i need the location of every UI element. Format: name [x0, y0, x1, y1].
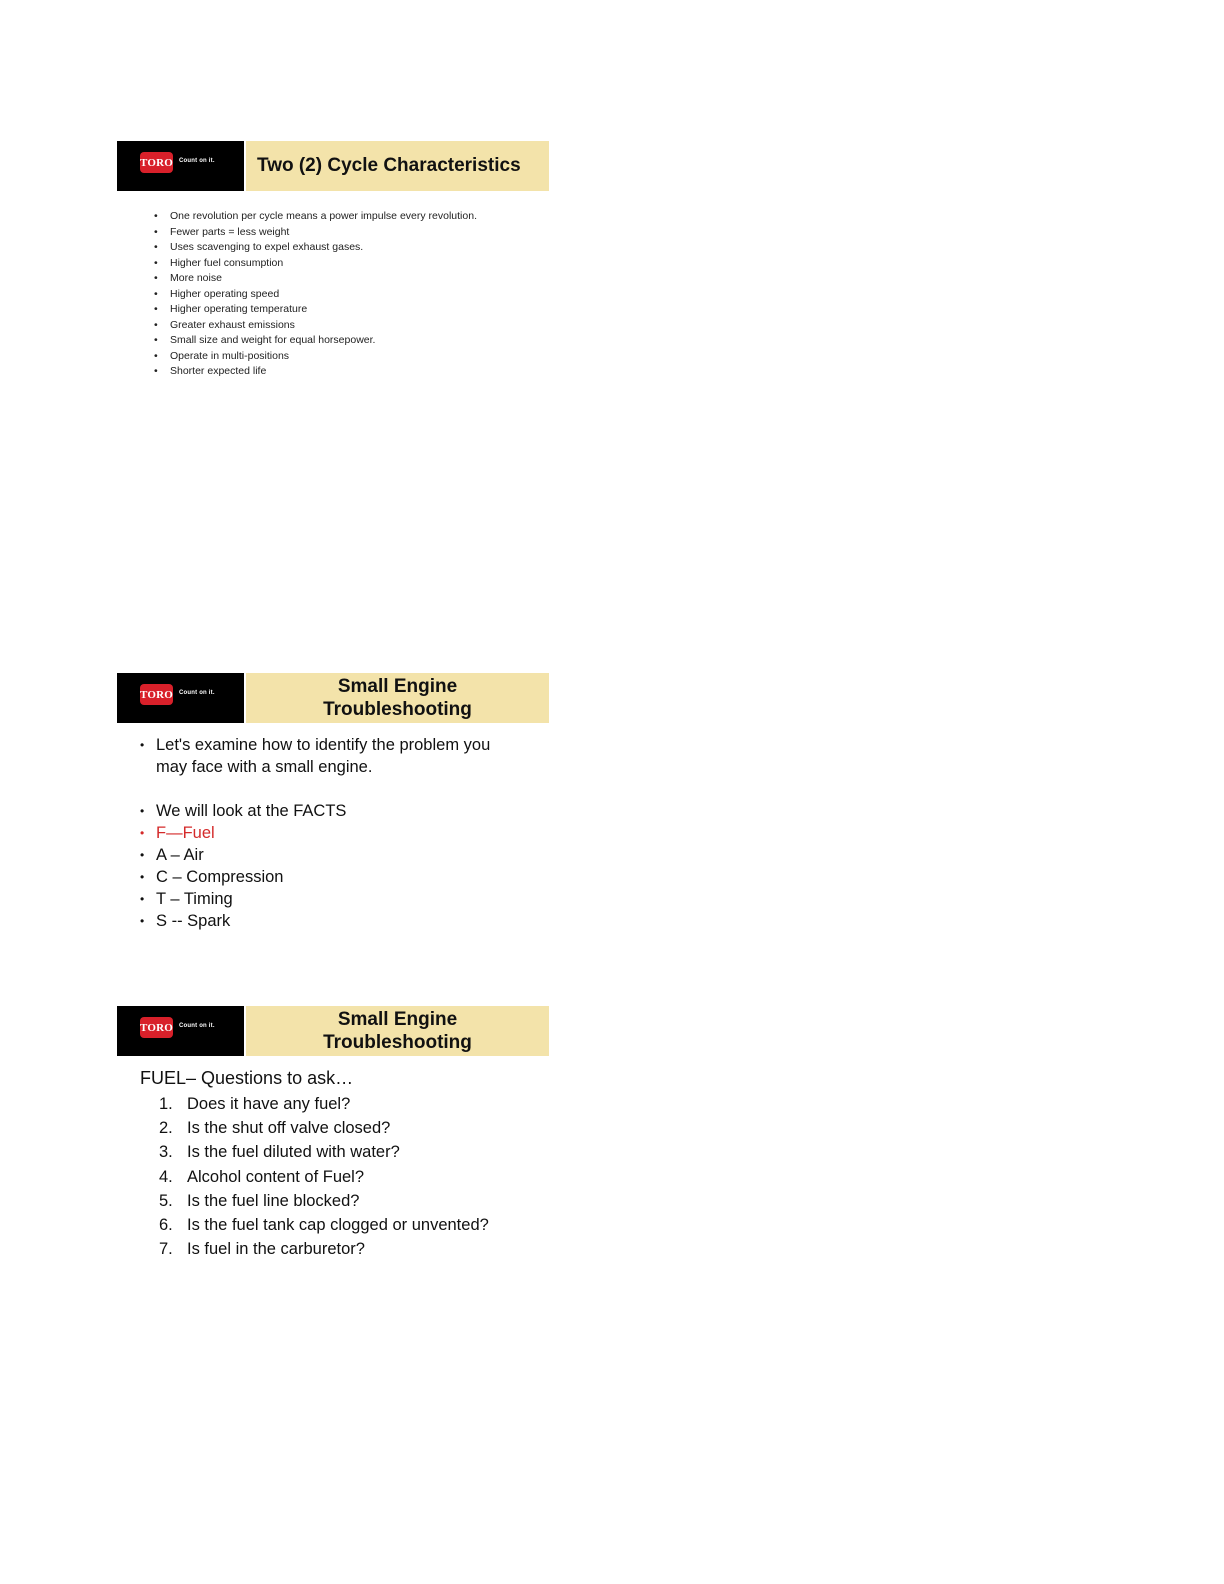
list-item: • Higher fuel consumption	[170, 256, 549, 272]
list-item: • Higher operating temperature	[170, 302, 549, 318]
item-text: Is the fuel tank cap clogged or unvented?	[187, 1216, 489, 1235]
fact-compression: • C – Compression	[156, 866, 516, 888]
slide-header	[117, 141, 549, 191]
item-number: 1.	[159, 1095, 173, 1113]
item-text: Is fuel in the carburetor?	[187, 1240, 365, 1259]
toro-logo: TORO	[140, 1017, 173, 1038]
brand-bar	[117, 673, 244, 723]
item-number: 3.	[159, 1143, 173, 1162]
slide-fuel-questions	[117, 1006, 549, 1261]
fact-fuel: • F—Fuel	[156, 822, 516, 844]
facts-list	[156, 734, 549, 932]
list-item: • Operate in multi-positions	[170, 349, 549, 365]
list-item	[117, 1213, 549, 1237]
fact-timing: • T – Timing	[156, 888, 516, 910]
characteristics-list	[170, 209, 549, 380]
brand-tagline: Count on it.	[179, 1023, 215, 1029]
list-item	[117, 1237, 549, 1261]
fuel-subhead: FUEL– Questions to ask…	[140, 1068, 354, 1088]
list-item	[117, 1092, 549, 1116]
item-text: Is the fuel line blocked?	[187, 1191, 360, 1210]
item-number: 6.	[159, 1216, 173, 1235]
slide-title-line-2: Troubleshooting	[323, 1032, 472, 1053]
list-item	[117, 1165, 549, 1189]
list-item	[117, 1116, 549, 1140]
toro-logo: TORO	[140, 684, 173, 705]
slide-header	[117, 1006, 549, 1056]
list-item: • Shorter expected life	[170, 364, 549, 380]
fuel-questions-list	[117, 1092, 549, 1261]
facts-header-bullet: • We will look at the FACTS	[156, 800, 516, 822]
slide-title-line-1: Small Engine	[337, 676, 458, 697]
item-number: 4.	[159, 1167, 173, 1186]
brand-tagline: Count on it.	[179, 158, 215, 164]
item-text: Is the shut off valve closed?	[187, 1119, 391, 1138]
item-text: Is the fuel diluted with water?	[187, 1143, 400, 1162]
list-item: • Uses scavenging to expel exhaust gases.	[170, 240, 549, 256]
slide-title	[246, 1006, 549, 1056]
item-text: Alcohol content of Fuel?	[187, 1167, 365, 1186]
slide-two-cycle-characteristics	[117, 141, 549, 380]
item-number: 2.	[159, 1119, 173, 1138]
slide-title: Two (2) Cycle Characteristics	[246, 141, 549, 191]
brand-bar	[117, 141, 244, 191]
slide-troubleshooting-facts	[117, 673, 549, 932]
toro-logo: TORO	[140, 152, 173, 173]
slide-header	[117, 673, 549, 723]
list-item: • Greater exhaust emissions	[170, 318, 549, 334]
list-item: • Fewer parts = less weight	[170, 225, 549, 241]
item-text: Does it have any fuel?	[187, 1095, 351, 1113]
slide-title-line-1: Small Engine	[337, 1009, 458, 1030]
slide-title	[246, 673, 549, 723]
list-item	[117, 1140, 549, 1164]
intro-bullet: • Let's examine how to identify the problem you may face with a small engine.	[156, 734, 516, 778]
list-item	[117, 1189, 549, 1213]
slide-title-line-2: Troubleshooting	[323, 699, 472, 720]
item-number: 5.	[159, 1191, 173, 1210]
list-item: • Small size and weight for equal horsepower.	[170, 333, 549, 349]
fact-spark: • S -- Spark	[156, 910, 516, 932]
list-item: • More noise	[170, 271, 549, 287]
list-item: • One revolution per cycle means a power impulse every revolution.	[170, 209, 549, 225]
fact-air: • A – Air	[156, 844, 516, 866]
item-number: 7.	[159, 1240, 173, 1259]
list-item: • Higher operating speed	[170, 287, 549, 303]
brand-bar	[117, 1006, 244, 1056]
brand-tagline: Count on it.	[179, 690, 215, 696]
